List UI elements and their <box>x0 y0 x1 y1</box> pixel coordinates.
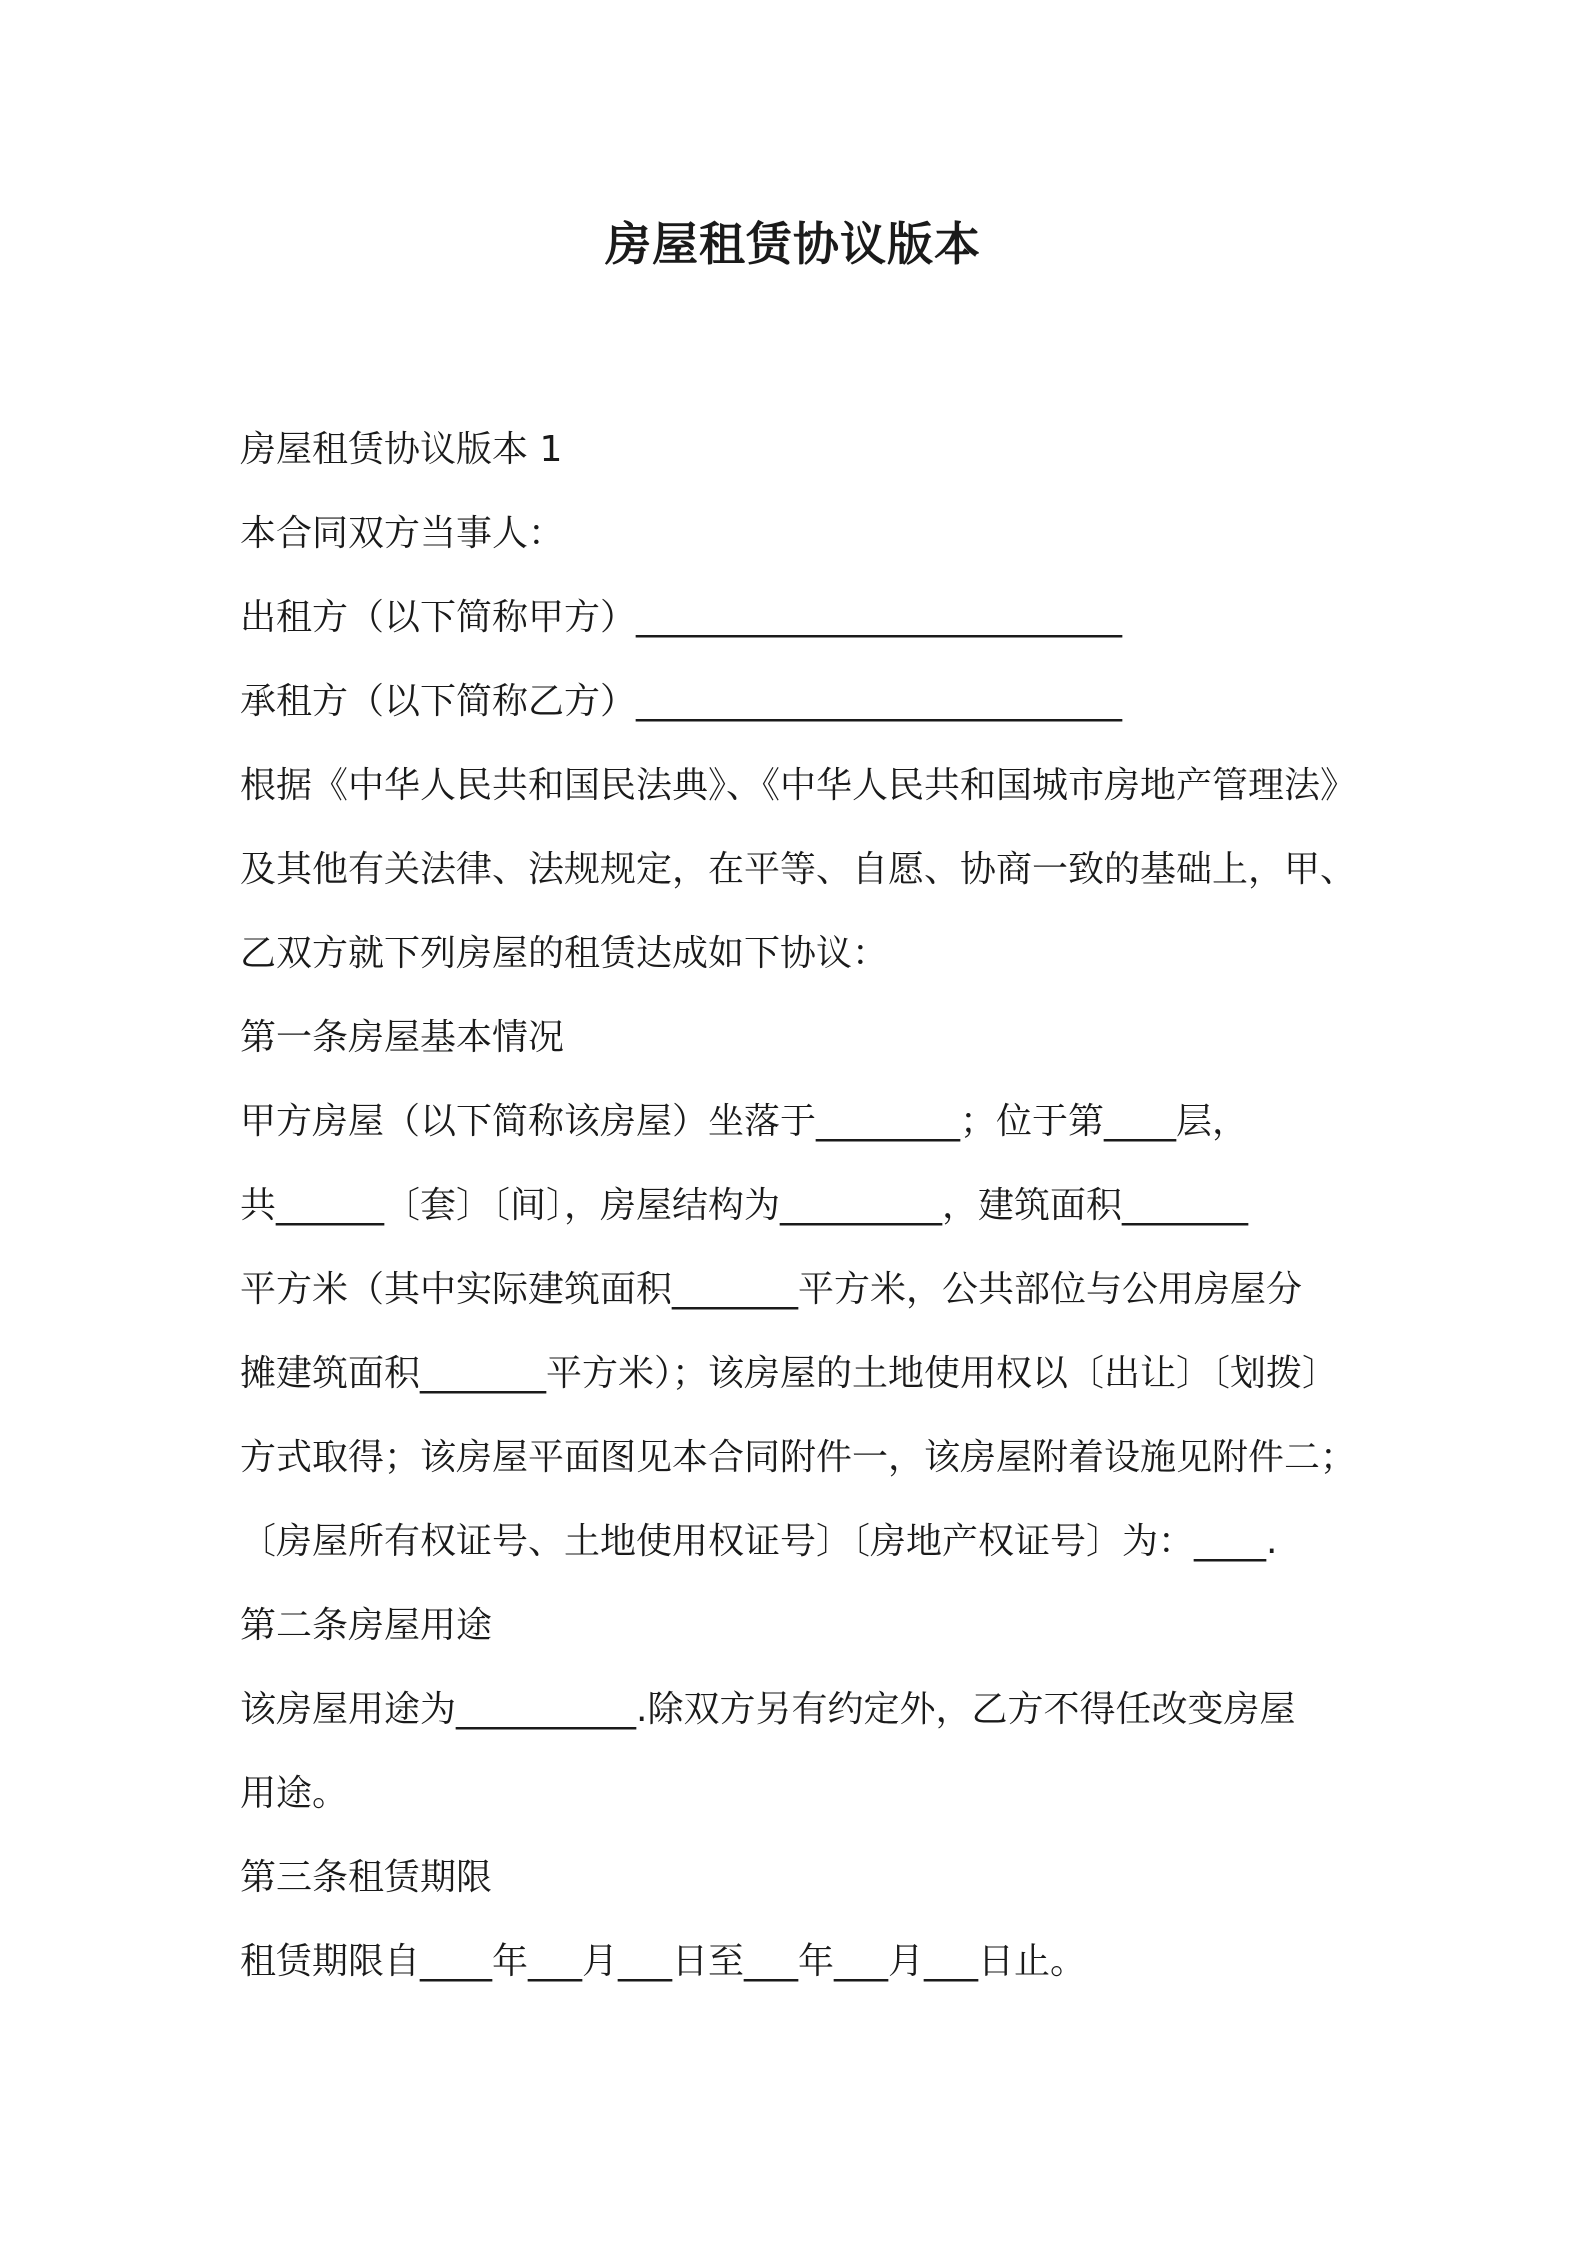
lessor-line: 出租方（以下简称甲方）___________________________ <box>240 597 1123 638</box>
article-1-line: 〔房屋所有权证号、土地使用权证号〕〔房地产权证号〕为：____. <box>240 1521 1278 1562</box>
article-1-line: 平方米（其中实际建筑面积_______平方米，公共部位与公用房屋分 <box>240 1269 1303 1310</box>
article-2-heading: 第二条房屋用途 <box>240 1605 493 1646</box>
preamble-line: 根据《中华人民共和国民法典》、《中华人民共和国城市房地产管理法》 <box>240 765 1357 806</box>
article-1-line: 共______〔套〕〔间〕，房屋结构为_________，建筑面积_______ <box>240 1185 1249 1226</box>
document-body <box>240 408 1360 2004</box>
article-2-line: 该房屋用途为__________.除双方另有约定外，乙方不得任改变房屋 <box>240 1689 1296 1730</box>
article-1-line: 甲方房屋（以下简称该房屋）坐落于________；位于第____层， <box>240 1101 1249 1142</box>
article-1-line: 方式取得；该房屋平面图见本合同附件一，该房屋附着设施见附件二； <box>240 1437 1357 1478</box>
article-1-line: 摊建筑面积_______平方米）；该房屋的土地使用权以〔出让〕〔划拨〕 <box>240 1353 1339 1394</box>
document-title: 房屋租赁协议版本 <box>605 217 981 271</box>
article-3-heading: 第三条租赁期限 <box>240 1857 493 1898</box>
article-1-heading: 第一条房屋基本情况 <box>240 1017 565 1058</box>
lessee-line: 承租方（以下简称乙方）___________________________ <box>240 681 1123 722</box>
preamble-line: 及其他有关法律、法规规定，在平等、自愿、协商一致的基础上，甲、 <box>240 849 1357 890</box>
article-3-line: 租赁期限自____年___月___日至___年___月___日止。 <box>240 1941 1087 1982</box>
version-heading: 房屋租赁协议版本 1 <box>240 429 563 470</box>
parties-heading: 本合同双方当事人： <box>240 513 565 554</box>
preamble-line: 乙双方就下列房屋的租赁达成如下协议： <box>240 933 889 974</box>
article-2-line: 用途。 <box>240 1773 349 1814</box>
